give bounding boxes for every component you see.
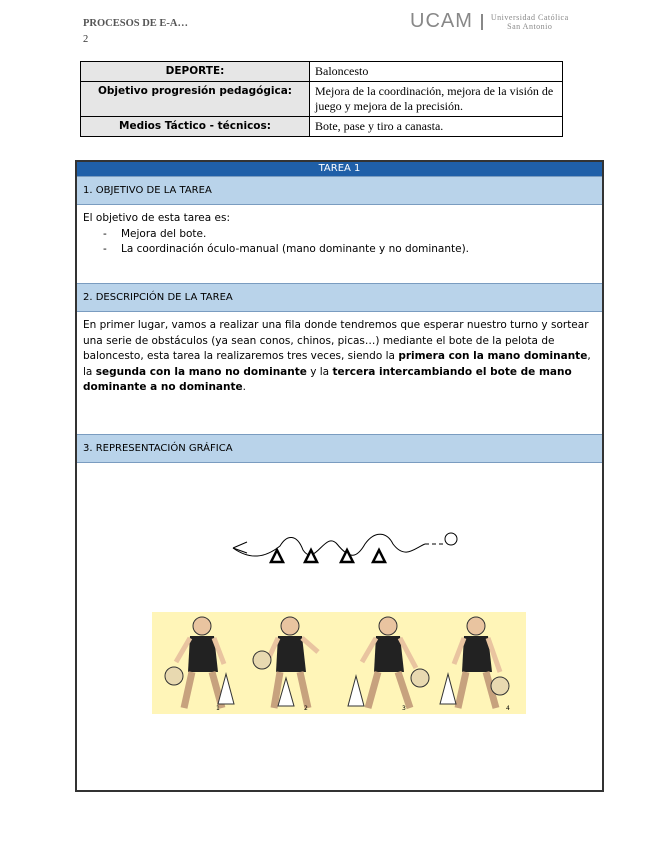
info-value: Mejora de la coordinación, mejora de la visión de juego y mejora de la precisión. [310, 82, 563, 117]
cone-icon [271, 550, 283, 562]
desc-bold: tercera intercambiando el bote de mano dominante a no dominante [83, 365, 572, 393]
desc-text: . [242, 381, 246, 393]
info-key: DEPORTE: [81, 62, 310, 82]
section-heading-objetivo: 1. OBJETIVO DE LA TAREA [77, 176, 602, 205]
header-left [83, 16, 188, 48]
logo-text: UCAM [410, 10, 473, 32]
info-row [81, 117, 563, 137]
cone-icon [373, 550, 385, 562]
objetivo-intro: El objetivo de esta tarea es: [83, 212, 230, 224]
photo-label: 4 [506, 705, 510, 712]
desc-bold: segunda con la mano no dominante [95, 365, 307, 378]
desc-text: En primer lugar, vamos a realizar una fila donde tendremos que esperar nuestro turno y sortear una serie de obstáculos (ya sean conos, chinos, picas…) mediante el bote de la pelota de baloncesto, esta tarea la realizaremos tres veces, siendo la [83, 319, 589, 362]
player-start-icon [445, 533, 457, 545]
logo-divider [481, 14, 483, 30]
dribbling-sequence-illustration [152, 612, 526, 714]
list-item: - La coordinación óculo-manual (mano dominante y no dominante). [103, 242, 596, 258]
info-value: Baloncesto [310, 62, 563, 82]
section-body-descripcion [77, 312, 602, 434]
ucam-logo [410, 10, 569, 33]
info-row [81, 62, 563, 82]
photo-label: 1 [216, 705, 220, 712]
dribble-path [233, 534, 425, 556]
section-heading-descripcion: 2. DESCRIPCIÓN DE LA TAREA [77, 283, 602, 312]
section-heading-grafica: 3. REPRESENTACIÓN GRÁFICA [77, 434, 602, 463]
desc-text: , la [83, 350, 591, 378]
info-key: Medios Táctico - técnicos: [81, 117, 310, 137]
desc-bold: primera con la mano dominante [398, 350, 588, 362]
cone-icon [305, 550, 317, 562]
arrow-head-icon [233, 542, 247, 553]
dribble-path-diagram [225, 520, 465, 570]
desc-text: y la [306, 365, 333, 378]
info-key: Objetivo progresión pedagógica: [81, 82, 310, 117]
info-row [81, 82, 563, 117]
logo-sub-line-1: Universidad Católica [490, 12, 569, 22]
task-title: TAREA 1 [77, 162, 602, 176]
list-item: - Mejora del bote. [103, 227, 596, 243]
page-number: 2 [83, 34, 89, 45]
logo-subtitle [491, 13, 569, 31]
logo-sub-line-2: San Antonio [507, 21, 553, 31]
objetivo-list [83, 227, 596, 258]
photo-label: 3 [402, 705, 406, 712]
info-value: Bote, pase y tiro a canasta. [310, 117, 563, 137]
cone-icon [341, 550, 353, 562]
document-title: PROCESOS DE E-A… [83, 18, 189, 29]
info-table [80, 61, 563, 137]
photo-label: 2 [304, 705, 308, 712]
section-body-objetivo [77, 205, 602, 283]
